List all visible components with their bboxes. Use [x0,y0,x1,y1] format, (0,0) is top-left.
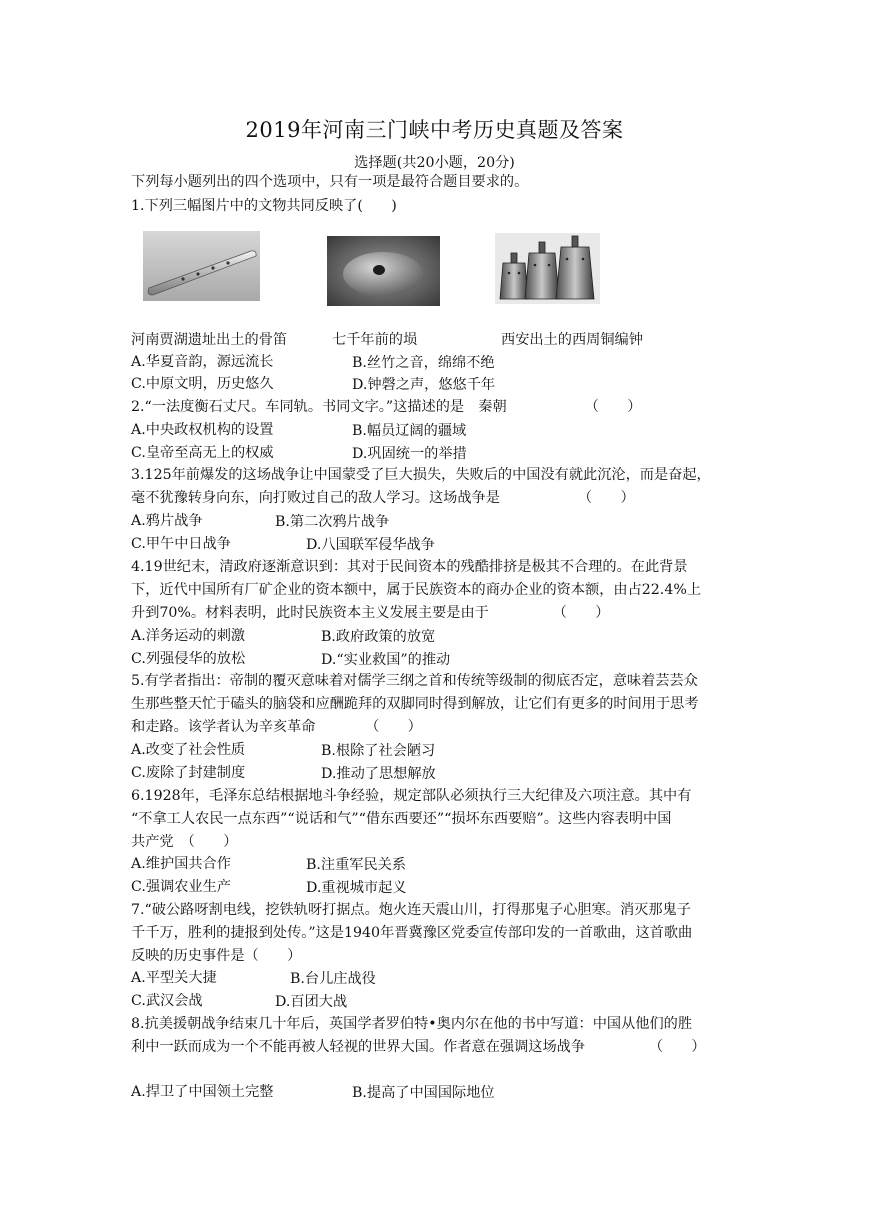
instructions: 下列每小题列出的四个选项中，只有一项是最符合题目要求的。 [131,174,529,190]
caption-bone-flute: 河南贾湖遗址出土的骨笛 [131,332,288,348]
q7-option-b: B.台儿庄战役 [290,971,376,987]
q3-option-d: D.八国联军侵华战争 [306,537,435,553]
q8-option-b: B.提高了中国国际地位 [352,1085,495,1101]
q1-option-b: B.丝竹之音，绵绵不绝 [352,355,495,371]
q3-option-b: B.第二次鸦片战争 [275,514,390,530]
q6-option-c: C.强调农业生产 [131,879,231,895]
q7-stem-line3: 反映的历史事件是（ ） [131,948,302,964]
q7-stem-line1: 7.“破公路呀割电线，挖铁轨呀打据点。炮火连天震山川，打得那鬼子心胆寒。消灭那鬼子 [131,902,691,918]
caption-xun: 七千年前的埙 [332,332,418,348]
q4-stem-line1: 4.19世纪末，清政府逐渐意识到：其对于民间资本的残酷排挤是极其不合理的。在此背景 [131,559,688,575]
bone-flute-image [143,231,260,301]
q8-option-a: A.捍卫了中国领土完整 [131,1084,274,1100]
q3-option-c: C.甲午中日战争 [131,536,231,552]
q6-stem-line3: 共产党 （ ） [131,834,238,850]
q3-option-a: A.鸦片战争 [131,513,203,529]
q2-option-b: B.幅员辽阔的疆域 [352,423,467,439]
q5-stem-line1: 5.有学者指出：帝制的覆灭意味着对儒学三纲之首和传统等级制的彻底否定，意味着芸芸众 [131,673,698,689]
q4-stem-line3: 升到70%。材料表明，此时民族资本主义发展主要是由于 （ ） [131,605,610,621]
q7-option-d: D.百团大战 [275,994,348,1010]
q7-option-c: C.武汉会战 [131,993,203,1009]
page-title: 2019年河南三门峡中考历史真题及答案 [245,118,624,142]
q6-stem-line2: “不拿工人农民一点东西”“说话和气”“借东西要还”“损坏东西要赔”。这些内容表明中国 [131,811,672,827]
q2-stem: 2.“一法度衡石丈尺。车同轨。书同文字。”这描述的是 秦朝 （ ） [131,399,642,415]
section-header: 选择题(共20小题，20分) [354,155,515,171]
q6-option-a: A.维护国共合作 [131,856,231,872]
q4-option-d: D.“实业救国”的推动 [321,652,451,668]
q5-stem-line3: 和走路。该学者认为辛亥革命 （ ） [131,719,422,735]
q8-stem-line2: 利中一跃而成为一个不能再被人轻视的世界大国。作者意在强调这场战争 （ ） [131,1039,706,1055]
q7-stem-line2: 千千万，胜利的捷报到处传。”这是1940年晋冀豫区党委宣传部印发的一首歌曲，这首歌曲 [131,925,693,941]
q4-option-b: B.政府政策的放宽 [321,629,436,645]
q1-stem: 1.下列三幅图片中的文物共同反映了( ) [131,198,397,214]
q5-option-a: A.改变了社会性质 [131,742,246,758]
q5-option-b: B.根除了社会陋习 [321,743,436,759]
q7-option-a: A.平型关大捷 [131,970,217,986]
q3-stem-line2: 毫不犹豫转身向东，向打败过自己的敌人学习。这场战争是 （ ） [131,490,635,506]
q2-option-a: A.中央政权机构的设置 [131,422,274,438]
q1-option-c: C.中原文明，历史悠久 [131,376,274,392]
q6-option-b: B.注重军民关系 [306,857,407,873]
q6-option-d: D.重视城市起义 [306,880,407,896]
bronze-bells-image [495,233,600,304]
xun-image [327,236,440,306]
q2-option-d: D.巩固统一的举措 [352,446,467,462]
q6-stem-line1: 6.1928年，毛泽东总结根据地斗争经验，规定部队必须执行三大纪律及六项注意。其中有 [131,788,692,804]
q4-stem-line2: 下，近代中国所有厂矿企业的资本额中，属于民族资本的商办企业的资本额，由占22.4%上 [131,582,702,598]
q1-option-a: A.华夏音韵，源远流长 [131,354,274,370]
q3-stem-line1: 3.125年前爆发的这场战争让中国蒙受了巨大损失，失败后的中国没有就此沉沦，而是奋起， [131,467,711,483]
q4-option-a: A.洋务运动的刺激 [131,628,246,644]
q8-stem-line1: 8.抗美援朝战争结束几十年后，英国学者罗伯特•奥内尔在他的书中写道：中国从他们的胜 [131,1016,693,1032]
q5-stem-line2: 生那些整天忙于磕头的脑袋和应酬跪拜的双脚同时得到解放，让它们有更多的时间用于思考 [131,696,699,712]
caption-bronze-bells: 西安出土的西周铜编钟 [501,332,643,348]
q5-option-c: C.废除了封建制度 [131,765,246,781]
q1-option-d: D.钟磬之声，悠悠千年 [352,377,496,393]
q4-option-c: C.列强侵华的放松 [131,651,246,667]
q5-option-d: D.推动了思想解放 [321,766,436,782]
q2-option-c: C.皇帝至高无上的权威 [131,445,274,461]
